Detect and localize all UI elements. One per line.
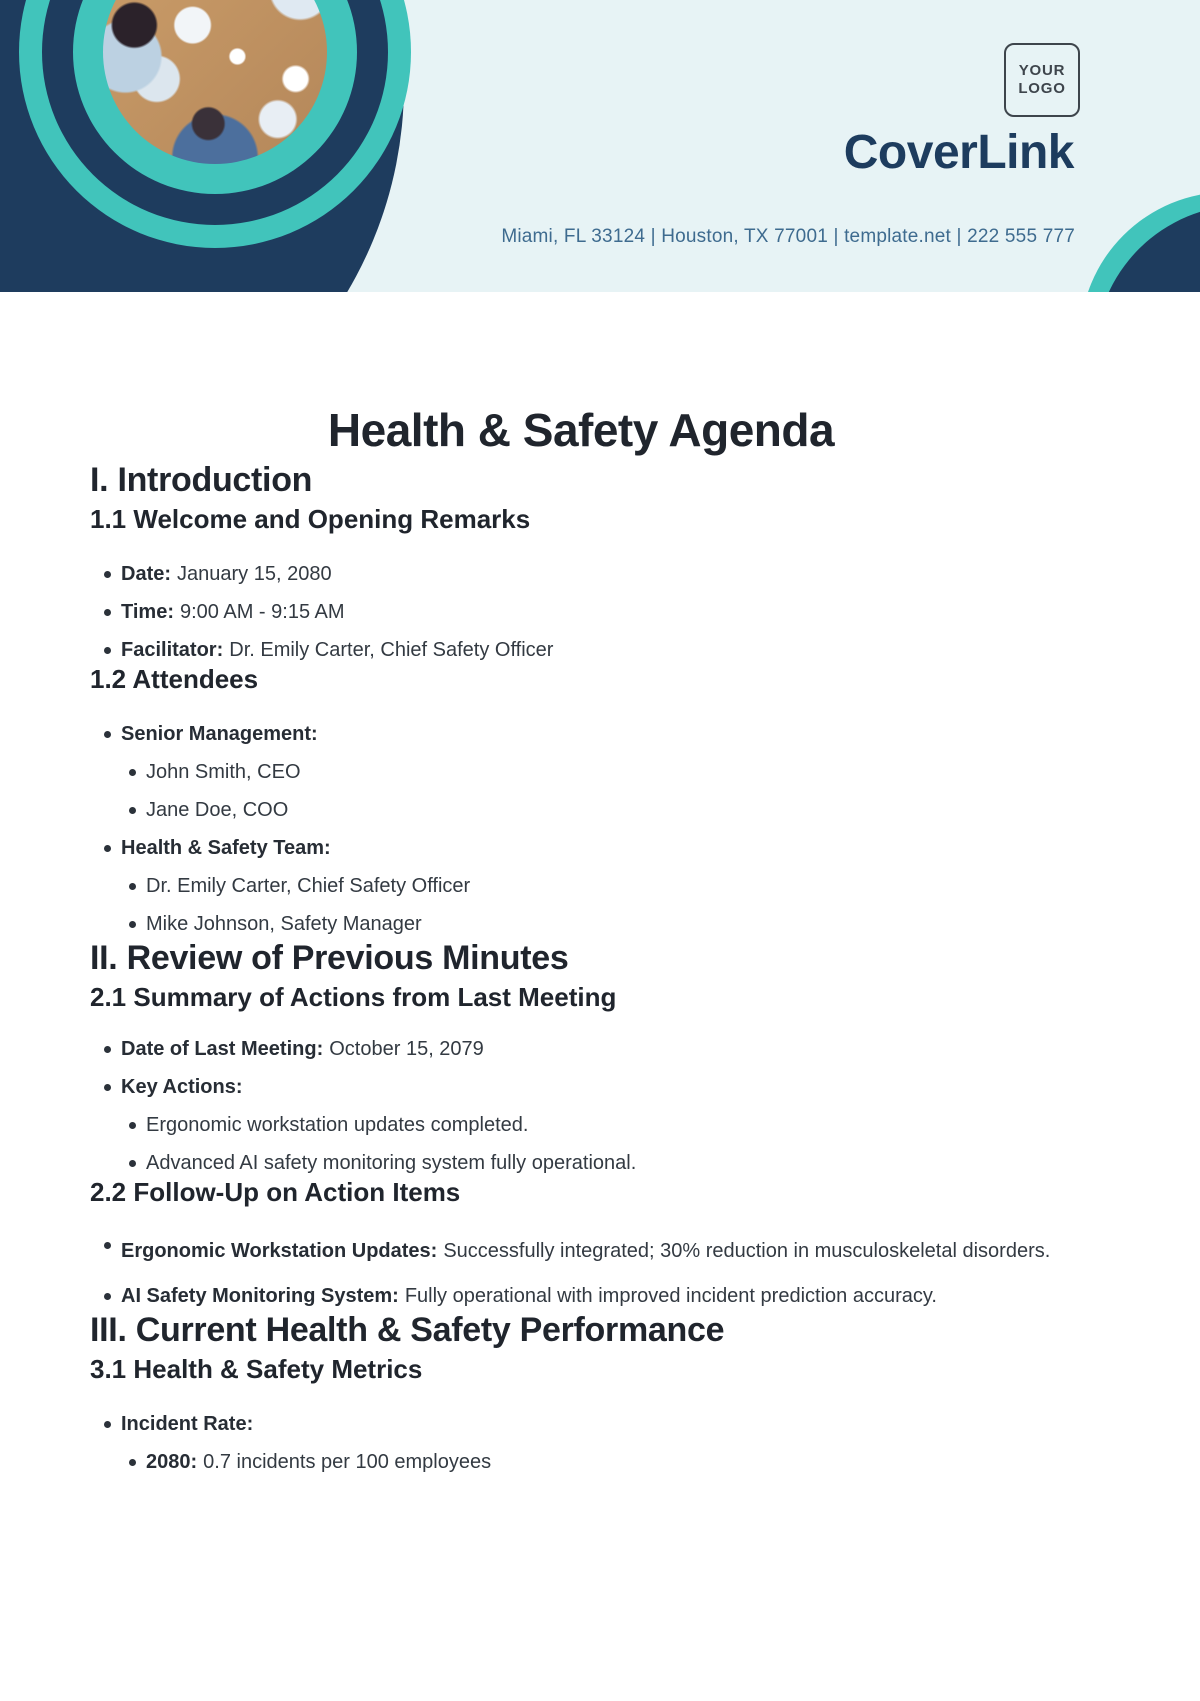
list-item xyxy=(90,760,1072,784)
bullet-list-1-2 xyxy=(90,722,1072,936)
company-name: CoverLink xyxy=(843,126,1074,179)
bullet-list-1-1 xyxy=(90,562,1072,662)
bullet-label: 2080: xyxy=(146,1451,198,1473)
bullet-text: Jane Doe, COO xyxy=(146,799,289,821)
bullet-text: 0.7 incidents per 100 employees xyxy=(203,1451,492,1473)
bullet-text: John Smith, CEO xyxy=(146,761,301,783)
bullet-text: 9:00 AM - 9:15 AM xyxy=(179,601,345,623)
document-content xyxy=(0,403,1200,1474)
list-item xyxy=(90,600,1072,624)
list-item xyxy=(90,1450,1072,1474)
bullet-text: January 15, 2080 xyxy=(177,563,332,585)
bullet-text: Dr. Emily Carter, Chief Safety Officer xyxy=(146,875,471,897)
list-item xyxy=(90,836,1072,860)
list-item xyxy=(90,1075,1072,1099)
list-item xyxy=(90,1037,1072,1061)
bullet-label: Key Actions: xyxy=(121,1076,243,1098)
letterhead-header xyxy=(0,0,1200,292)
section-heading-1: I. Introduction xyxy=(90,461,313,499)
list-item xyxy=(90,912,1072,936)
bullet-text: Mike Johnson, Safety Manager xyxy=(146,913,422,935)
subsection-heading-1-1: 1.1 Welcome and Opening Remarks xyxy=(90,504,531,534)
logo-placeholder-text: YOUR LOGO xyxy=(1018,62,1066,97)
subsection-heading-3-1: 3.1 Health & Safety Metrics xyxy=(90,1354,423,1384)
bullet-label: Ergonomic Workstation Updates: xyxy=(121,1240,438,1262)
list-item xyxy=(90,1284,1072,1308)
bullet-label: Senior Management: xyxy=(121,723,318,745)
bullet-text: Advanced AI safety monitoring system fully operational. xyxy=(146,1152,637,1174)
list-item xyxy=(90,1412,1072,1436)
subsection-heading-1-2: 1.2 Attendees xyxy=(90,664,259,694)
bullet-text: Dr. Emily Carter, Chief Safety Officer xyxy=(229,639,554,661)
list-item xyxy=(90,1233,1072,1270)
bullet-text: Ergonomic workstation updates completed. xyxy=(146,1114,529,1136)
list-item xyxy=(90,562,1072,586)
list-item xyxy=(90,1151,1072,1175)
bullet-text: Successfully integrated; 30% reduction in musculoskeletal disorders. xyxy=(443,1240,1051,1262)
bullet-list-3-1 xyxy=(90,1412,1072,1474)
bullet-label: Date: xyxy=(121,563,172,585)
bullet-label: Time: xyxy=(121,601,174,623)
logo-placeholder-box xyxy=(1004,43,1080,117)
subsection-heading-2-1: 2.1 Summary of Actions from Last Meeting xyxy=(90,982,617,1012)
section-heading-2: II. Review of Previous Minutes xyxy=(90,939,569,977)
bullet-label: Date of Last Meeting: xyxy=(121,1038,324,1060)
bullet-label: Facilitator: xyxy=(121,639,224,661)
bullet-label: Health & Safety Team: xyxy=(121,837,331,859)
bullet-label: Incident Rate: xyxy=(121,1413,254,1435)
list-item xyxy=(90,1113,1072,1137)
page-title: Health & Safety Agenda xyxy=(327,404,835,456)
bullet-text: October 15, 2079 xyxy=(329,1038,484,1060)
list-item xyxy=(90,798,1072,822)
bullet-list-2-1 xyxy=(90,1037,1072,1175)
section-heading-3: III. Current Health & Safety Performance xyxy=(90,1311,725,1349)
list-item xyxy=(90,638,1072,662)
bullet-label: AI Safety Monitoring System: xyxy=(121,1285,399,1307)
list-item xyxy=(90,874,1072,898)
contact-line: Miami, FL 33124 | Houston, TX 77001 | template.net | 222 555 777 xyxy=(501,226,1075,247)
bullet-text: Fully operational with improved incident prediction accuracy. xyxy=(404,1285,937,1307)
list-item xyxy=(90,722,1072,746)
subsection-heading-2-2: 2.2 Follow-Up on Action Items xyxy=(90,1177,461,1207)
bullet-list-2-2 xyxy=(90,1233,1072,1308)
